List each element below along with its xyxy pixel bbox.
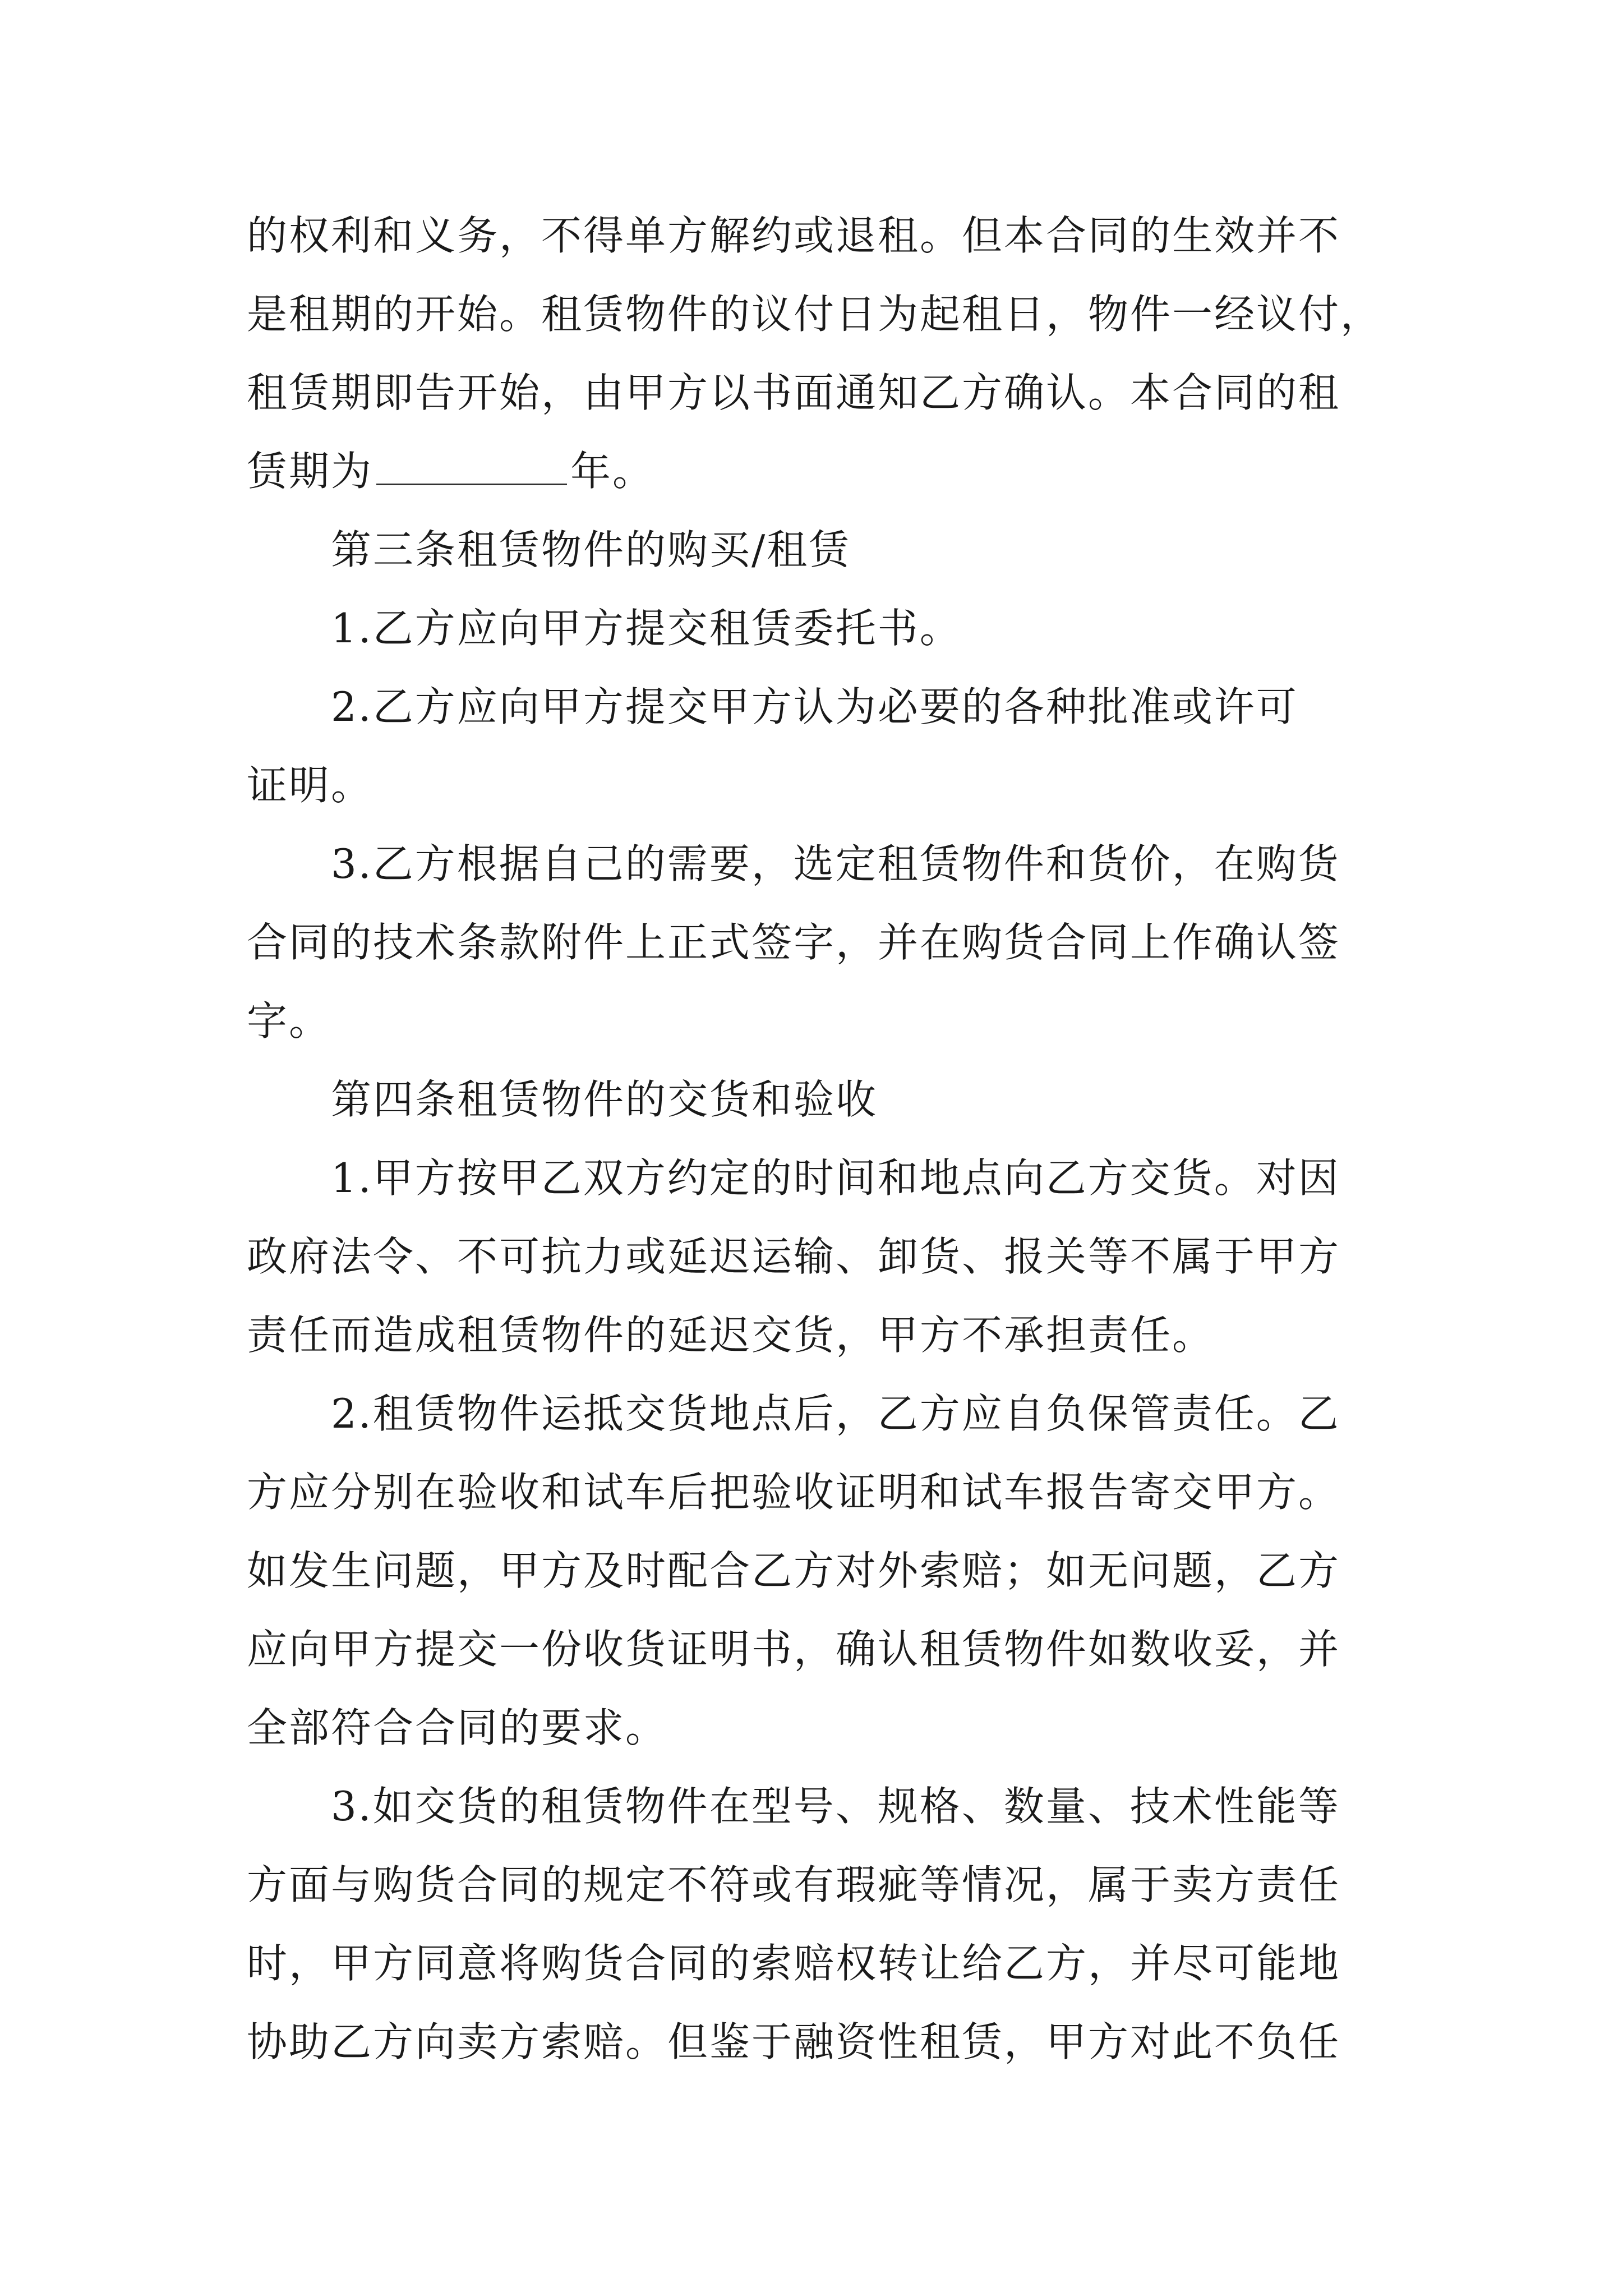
text-line: 如发生问题，甲方及时配合乙方对外索赔；如无问题，乙方 xyxy=(247,1547,1341,1594)
text-line: 租赁期即告开始，由甲方以书面通知乙方确认。本合同的租 xyxy=(247,369,1341,416)
text-line: 是租期的开始。租赁物件的议付日为起租日，物件一经议付， xyxy=(247,291,1383,338)
section-heading: 第三条租赁物件的购买/租赁 xyxy=(331,526,851,573)
text-line: 1.甲方按甲乙双方约定的时间和地点向乙方交货。对因 xyxy=(331,1154,1340,1202)
text-line: 字。 xyxy=(247,997,331,1045)
text-line: 方应分别在验收和试车后把验收证明和试车报告寄交甲方。 xyxy=(247,1469,1341,1516)
text-line: 1.乙方应向甲方提交租赁委托书。 xyxy=(331,605,962,652)
text-line: 2.租赁物件运抵交货地点后，乙方应自负保管责任。乙 xyxy=(331,1390,1340,1437)
text-segment: 赁期为 xyxy=(247,448,374,495)
text-line: 协助乙方向卖方索赔。但鉴于融资性租赁，甲方对此不负任 xyxy=(247,2018,1341,2065)
text-line: 应向甲方提交一份收货证明书，确认租赁物件如数收妥，并 xyxy=(247,1626,1341,1673)
text-line: 责任而造成租赁物件的延迟交货，甲方不承担责任。 xyxy=(247,1312,1215,1359)
text-line: 证明。 xyxy=(247,762,374,809)
text-segment: 年。 xyxy=(570,448,655,495)
text-line: 全部符合合同的要求。 xyxy=(247,1704,668,1751)
text-line: 的权利和义务，不得单方解约或退租。但本合同的生效并不 xyxy=(247,212,1341,259)
text-line-with-blank xyxy=(247,443,654,499)
text-line: 2.乙方应向甲方提交甲方认为必要的各种批准或许可 xyxy=(331,683,1298,730)
text-line: 时，甲方同意将购货合同的索赔权转让给乙方，并尽可能地 xyxy=(247,1940,1341,1987)
text-line: 3.如交货的租赁物件在型号、规格、数量、技术性能等 xyxy=(331,1783,1340,1830)
text-line: 合同的技术条款附件上正式签字，并在购货合同上作确认签 xyxy=(247,919,1341,966)
section-heading: 第四条租赁物件的交货和验收 xyxy=(331,1076,878,1123)
text-line: 方面与购货合同的规定不符或有瑕疵等情况，属于卖方责任 xyxy=(247,1861,1341,1908)
text-line: 3.乙方根据自己的需要，选定租赁物件和货价，在购货 xyxy=(331,840,1340,887)
text-line: 政府法令、不可抗力或延迟运输、卸货、报关等不属于甲方 xyxy=(247,1233,1341,1280)
fill-in-blank[interactable] xyxy=(376,450,567,485)
